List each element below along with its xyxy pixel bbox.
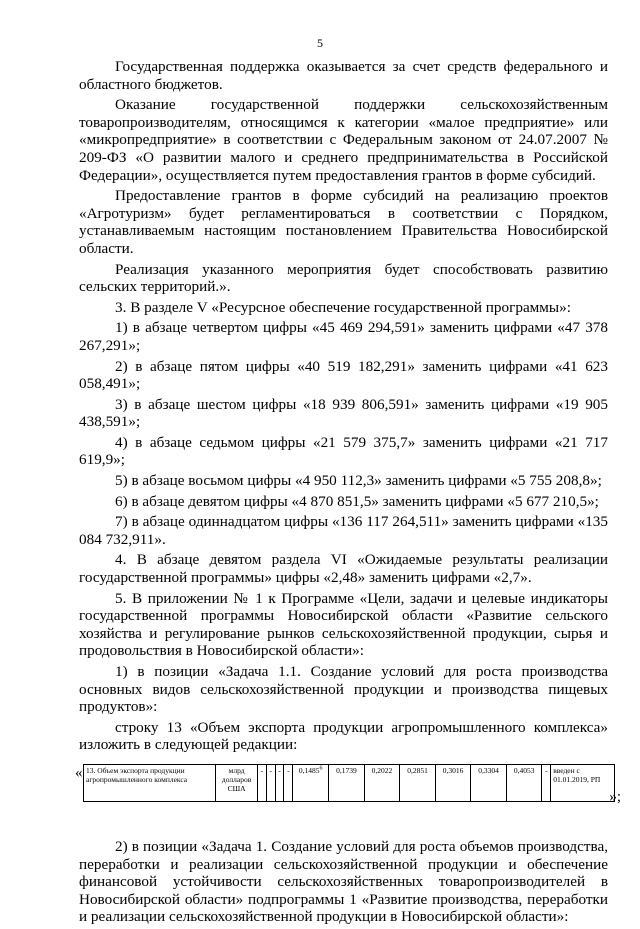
footnote-mark: 6 bbox=[319, 765, 323, 772]
dash-cell: - bbox=[275, 764, 284, 801]
page-number: 5 bbox=[317, 36, 323, 50]
paragraph: 4) в абзаце седьмом цифры «21 579 375,7» заменить цифрами «21 717 619,9»; bbox=[79, 433, 608, 469]
indicator-table bbox=[83, 764, 615, 802]
paragraph: 5) в абзаце восьмом цифры «4 950 112,3» заменить цифрами «5 755 208,8»; bbox=[115, 472, 602, 490]
value-cell: 0,2851 bbox=[400, 764, 436, 801]
table-open-quote: « bbox=[75, 764, 83, 781]
paragraph: 4. В абзаце девятом раздела VI «Ожидаемые результаты реализации государственной программы» цифры «2,48» заменить цифрами «2,7». bbox=[79, 551, 608, 587]
value-cell: 0,3016 bbox=[435, 764, 471, 801]
indicator-name-cell: 13. Объем экспорта продукции агропромышленного комплекса bbox=[84, 764, 216, 801]
dash-cell: - bbox=[266, 764, 275, 801]
value-cell: 0,2022 bbox=[364, 764, 400, 801]
table-row bbox=[84, 764, 615, 801]
paragraph: 3) в абзаце шестом цифры «18 939 806,591» заменить цифрами «19 905 438,591»; bbox=[79, 395, 608, 431]
paragraph: 6) в абзаце девятом цифры «4 870 851,5» заменить цифрами «5 677 210,5»; bbox=[115, 492, 599, 510]
paragraph: Оказание государственной поддержки сельскохозяйственным товаропроизводителям, относящимся к категории «малое предприятие» или «микропредприятие» в соответствии с Федеральным законом от 24.07.2007 № 209-ФЗ «О развитии малого и среднего предпринимательства в Российской Федерации», осуществляется путем предоставления грантов в форме субсидий. bbox=[79, 96, 608, 184]
value-cell: 0,3304 bbox=[471, 764, 507, 801]
paragraph: 7) в абзаце одиннадцатом цифры «136 117 264,511» заменить цифрами «135 084 732,911». bbox=[79, 513, 608, 548]
indicator-table-block bbox=[75, 764, 621, 808]
paragraph: Государственная поддержка оказывается за счет средств федерального и областного бюджетов. bbox=[79, 58, 608, 93]
document-body bbox=[75, 58, 621, 929]
paragraph: 5. В приложении № 1 к Программе «Цели, задачи и целевые индикаторы государственной программы Новосибирской области «Развитие сельского хозяйства и регулирование рынков сельскохозяйственной продукции, сырья и продовольствия в Новосибирской области»: bbox=[79, 589, 608, 660]
paragraph: Предоставление грантов в форме субсидий на реализацию проектов «Агротуризм» будет регламентироваться в соответствии с Порядком, устанавливаемым настоящим постановлением Правительства Новосибирской области. bbox=[79, 187, 608, 257]
value-text: 0,1485 bbox=[298, 765, 320, 775]
unit-cell: млрд долларов США bbox=[216, 764, 258, 801]
paragraph: 2) в позиции «Задача 1. Создание условий для роста объемов производства, переработки и реализации сельскохозяйственной продукции и обеспечение финансовой устойчивости сельскохозяйственных товаропроизводителей в Новосибирской области» подпрограммы 1 «Развитие производства, переработки и реализации сельскохозяйственной продукции в Новосибирской области»: bbox=[79, 837, 608, 926]
dash-cell: - bbox=[258, 764, 267, 801]
paragraph: 1) в абзаце четвертом цифры «45 469 294,591» заменить цифрами «47 378 267,291»; bbox=[79, 319, 608, 354]
dash-cell: - bbox=[284, 764, 293, 801]
value-cell: 0,4053 bbox=[506, 764, 542, 801]
paragraph: 3. В разделе V «Ресурсное обеспечение государственной программы»: bbox=[115, 298, 571, 316]
paragraph: Реализация указанного мероприятия будет способствовать развитию сельских территорий.». bbox=[79, 260, 608, 296]
paragraph: 2) в абзаце пятом цифры «40 519 182,291» заменить цифрами «41 623 058,491»; bbox=[79, 357, 608, 393]
table-close-quote: »; bbox=[609, 788, 621, 805]
paragraph: строку 13 «Объем экспорта продукции агропромышленного комплекса» изложить в следующей редакции: bbox=[79, 718, 608, 754]
dash-cell: - bbox=[542, 764, 551, 801]
note-cell: введен с 01.01.2019, РП bbox=[551, 764, 615, 801]
value-cell bbox=[293, 764, 329, 801]
paragraph: 1) в позиции «Задача 1.1. Создание условий для роста производства основных видов сельскохозяйственной продукции и производства пищевых продуктов»: bbox=[79, 663, 608, 716]
value-cell: 0,1739 bbox=[329, 764, 365, 801]
